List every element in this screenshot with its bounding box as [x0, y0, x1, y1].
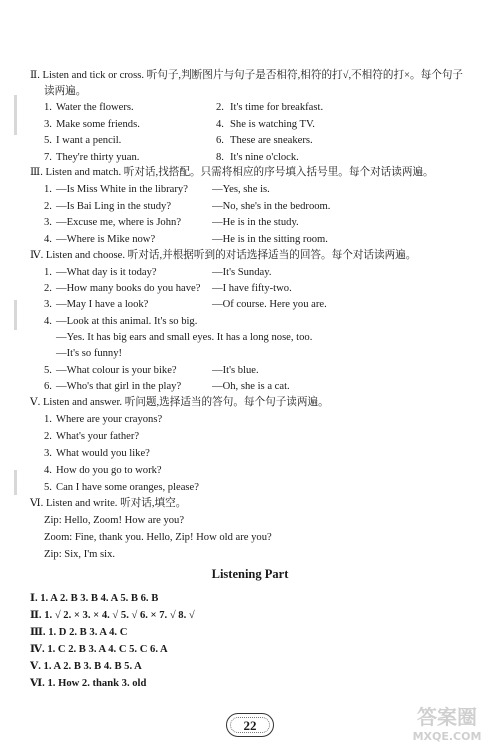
- section-4-heading: Ⅳ. Listen and choose. 听对话,并根据听到的对话选择适当的回答。每个对话读两遍。: [30, 250, 417, 261]
- answer-row: Ⅲ. 1. D 2. B 3. A 4. C: [30, 627, 128, 638]
- worksheet-page: Ⅱ. Listen and tick or cross. 听句子,判断图片与句子是否相符,相符的打√,不相符的打×。每个句子 读两遍。 1. Water the flowers. 2. It's time for breakfast. 3. Make some friends. 4. She is watching TV. 5. I want a pencil. 6. These are sneakers. 7. They're thirty yuan. 8. It's nine o'clock. Ⅲ. Listen and match. 听对话,找搭配。只需将相应的序号填入括号里。每个对话读两遍。 1. —Is Miss White in the library? —Yes, she is. 2. —Is Bai Ling in the study? —No, she's in the bedroom. 3. —Excuse me, where is John? —He is in the study. 4. —Where is Mike now? —He is in the sitting room. Ⅳ. Listen and choose. 听对话,并根据听到的对话选择适当的回答。每个对话读两遍。 1. —What day is it today? —It's Sunday. 2. —How many books do you have? —I have fifty-two. 3. —May I have a look? —Of course. Here you are. 4. —Look at this animal. It's so big. —Yes. It has big ears and small eyes. It has a long nose, too. —It's so funny! 5. —What colour is your bike? —It's blue. 6. —Who's that girl in the play? —Oh, she is a cat. Ⅴ. Listen and answer. 听问题,选择适当的答句。每个句子读两遍。 1. Where are your crayons? 2. What's your father? 3. What would you like? 4. How do you go to work? 5. Can I have some oranges, please? Ⅵ. Listen and write. 听对话,填空。 Zip: Hello, Zoom! How are you? Zoom: Fine, thank you. Hello, Zip! How old are you? Zip: Six, I'm six. Listening Part Ⅰ. 1. A 2. B 3. B 4. A 5. B 6. B Ⅱ. 1. √ 2. × 3. × 4. √ 5. √ 6. × 7. √ 8. √ Ⅲ. 1. D 2. B 3. A 4. C Ⅳ. 1. C 2. B 3. A 4. C 5. C 6. A Ⅴ. 1. A 2. B 3. B 4. B 5. A Ⅵ. 1. How 2. thank 3. old 22 答案圈 MXQE.COM: [0, 0, 500, 750]
- section-2-heading: Ⅱ. Listen and tick or cross. 听句子,判断图片与句子是否相符,相符的打√,不相符的打×。每个句子: [30, 70, 464, 81]
- watermark-logo: [398, 698, 496, 746]
- dialog-line: —Yes. It has big ears and small eyes. It has a long nose, too.: [56, 332, 313, 343]
- answer-row: Ⅱ. 1. √ 2. × 3. × 4. √ 5. √ 6. × 7. √ 8. √: [30, 610, 195, 621]
- answer-row: Ⅵ. 1. How 2. thank 3. old: [30, 678, 147, 689]
- margin-mark: [14, 95, 17, 135]
- svg-text:答案圈: 答案圈: [417, 705, 477, 729]
- section-5-heading: Ⅴ. Listen and answer. 听问题,选择适当的答句。每个句子读两遍。: [30, 397, 329, 408]
- answer-row: Ⅴ. 1. A 2. B 3. B 4. B 5. A: [30, 661, 142, 672]
- page-number: 22: [226, 713, 274, 737]
- answer-row: Ⅰ. 1. A 2. B 3. B 4. A 5. B 6. B: [30, 593, 159, 604]
- dialog-line: —It's so funny!: [56, 348, 123, 359]
- answer-key-title: Listening Part: [211, 567, 289, 581]
- margin-mark: [14, 300, 17, 330]
- dialog-line: Zoom: Fine, thank you. Hello, Zip! How old are you?: [44, 532, 272, 543]
- section-6-heading: Ⅵ. Listen and write. 听对话,填空。: [30, 498, 187, 509]
- svg-text:MXQE.COM: MXQE.COM: [412, 730, 482, 743]
- dialog-line: Zip: Hello, Zoom! How are you?: [44, 515, 185, 526]
- answer-row: Ⅳ. 1. C 2. B 3. A 4. C 5. C 6. A: [30, 644, 168, 655]
- section-2-heading-cont: 读两遍。: [44, 86, 87, 97]
- section-3-heading: Ⅲ. Listen and match. 听对话,找搭配。只需将相应的序号填入括号里。每个对话读两遍。: [30, 167, 434, 178]
- margin-mark: [14, 470, 17, 495]
- dialog-line: Zip: Six, I'm six.: [44, 549, 116, 560]
